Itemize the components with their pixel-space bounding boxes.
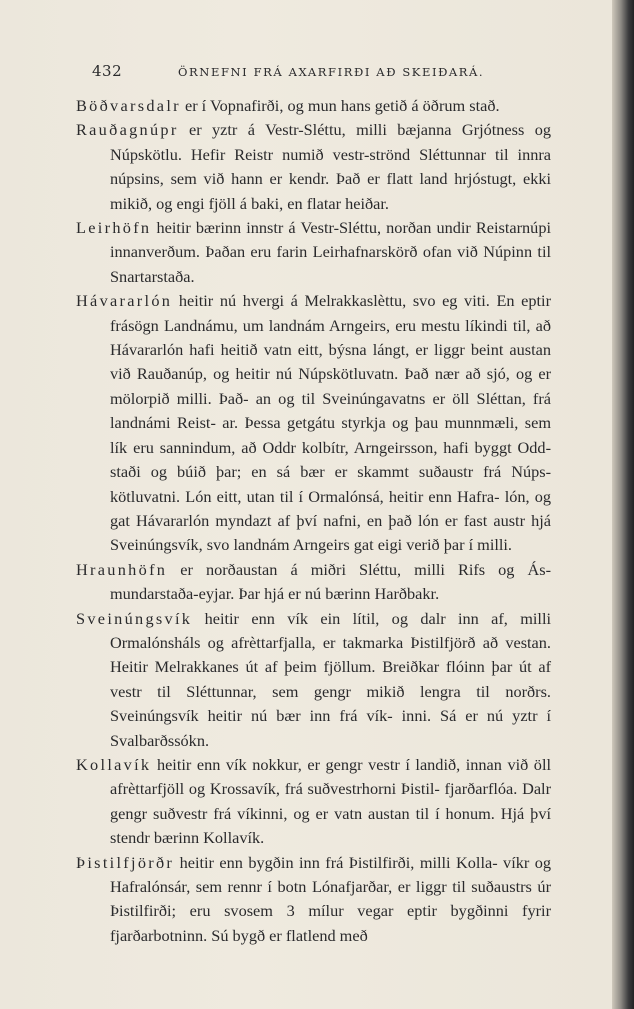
entry-thistilfjordr xyxy=(76,851,551,949)
entry-bodvarsdalr xyxy=(76,94,551,118)
entry-text: heitir bærinn innstr á Vestr-Sléttu, norðan undir Reistarnúpi innanverðum. Þaðan eru farin Leirhafnarskörð ofan við Núpinn til Snartarstaða. xyxy=(110,218,551,286)
entry-raudagnupr xyxy=(76,118,551,216)
entry-text: heitir nú hvergi á Melrakkaslèttu, svo eg viti. En eptir frásögn Landnámu, um landnám Arngeirs, eru mestu líkindi til, að Hávararlón hafi heitið vatn eitt, býsna lángt, er liggr beint austan við Rauðanúp, og heitir nú Núpskötluvatn. Það nær að sjó, og er mölorpið milli. Það- an og til Sveinúngavatns er öll Sléttan, frá landnámi Reist- ar. Þessa getgátu styrkja og þau munnmæli, sem lík eru sannindum, að Oddr kolbítr, Arngeirsson, hafi byggt Odd- staði og búið þar; en sá bær er skammt suðaustr frá Núps- kötluvatni. Lón eitt, utan til í Ormalónsá, heitir enn Hafra- lón, og gat Hávararlón myndazt af því nafni, en það lón er fast austr hjá Sveinúngsvík, svo landnám Arngeirs gat eigi verið þar í milli. xyxy=(110,291,551,555)
entry-text: er í Vopnafirði, og mun hans getið á öðrum stað. xyxy=(184,96,500,115)
entry-headword: Kollavík xyxy=(76,754,152,774)
entry-headword: Hraunhöfn xyxy=(76,559,168,579)
body-text xyxy=(76,94,551,948)
entry-headword: Rauðagnúpr xyxy=(76,120,179,140)
entry-text: er norðaustan á miðri Sléttu, milli Rifs og Ás- mundarstaða-eyjar. Þar hjá er nú bærinn Harðbakr. xyxy=(110,559,551,604)
entry-text: heitir enn vík nokkur, er gengr vestr í landið, innan við öll afrèttarfjöll og Krossavík, frá suðvestrhorni Þistil- fjarðarflóa. Dalr gengr suðvestr frá víkinni, og er vatn austan til í honum. Hjá því stendr bærinn Kollavík. xyxy=(110,754,551,848)
entry-sveinungsvik xyxy=(76,607,551,753)
entry-headword: Böðvarsdalr xyxy=(76,96,181,115)
entry-leirhofn xyxy=(76,216,551,289)
entry-kollavik xyxy=(76,753,551,851)
entry-headword: Leirhöfn xyxy=(76,218,152,238)
entry-headword: Sveinúngsvík xyxy=(76,608,193,628)
entry-havararlon xyxy=(76,289,551,557)
entry-text: er yztr á Vestr-Sléttu, milli bæjanna Grjótness og Núpskötlu. Hefir Reistr numið vestr-strönd Sléttunnar til innra núpsins, sem við hann er kendr. Það er flatt land hrjóstugt, ekki mikið, og engi fjöll á baki, en flatar heiðar. xyxy=(110,120,551,213)
book-gutter-shadow xyxy=(612,0,634,1009)
page-header xyxy=(92,62,542,84)
entry-text: heitir enn bygðin inn frá Þistilfirði, milli Kolla- víkr og Hafralónsár, sem rennr í botn Lónafjarðar, er liggr til suðaustrs úr Þistilfirði; eru svosem 3 mílur vegar eptir bygðinni fyrir fjarðarbotninn. Sú bygð er flatlend með xyxy=(110,852,552,945)
entry-headword: Hávararlón xyxy=(76,291,173,311)
page-number: 432 xyxy=(92,62,123,80)
running-title: ÖRNEFNI FRÁ AXARFIRÐI AÐ SKEIÐARÁ. xyxy=(178,65,485,79)
entry-text: heitir enn vík ein lítil, og dalr inn af, milli Ormalónsháls og afrèttarfjalla, er takmarka Þistilfjörð að vestan. Heitir Melrakkanes út af þeim fjöllum. Breiðkar flóinn þar út af vestr til Sléttunnar, sem gengr mikið lengra til norðrs. Sveinúngsvík heitir nú bær inn frá vík- inni. Sá er nú yztr í Svalbarðssókn. xyxy=(110,608,551,750)
entry-headword: Þistilfjörðr xyxy=(76,852,175,872)
entry-hraunhofn xyxy=(76,558,551,607)
